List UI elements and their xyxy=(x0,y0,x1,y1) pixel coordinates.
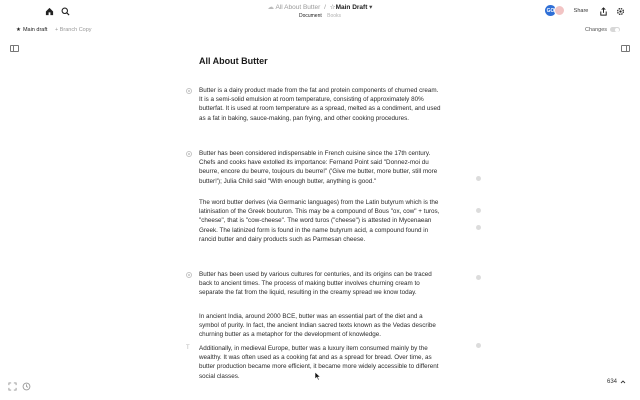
comment-marker-icon[interactable] xyxy=(476,176,481,181)
paragraph[interactable]: Butter is a dairy product made from the fat and protein components of churned cream. It is a semi-solid emulsion at room temperature, consisting of approximately 80% butterfat. It is used at room temperature as a spread, melted as a condiment, and used as a fat in baking, sauce-making, pan frying, and other cooking procedures. xyxy=(199,87,441,122)
paragraph[interactable]: In ancient India, around 2000 BCE, butter was an essential part of the diet and a symbol of purity. In fact, the ancient Indian sacred texts known as the Vedas describe churning butter as a metaphor for the development of knowledge. xyxy=(199,313,436,339)
paragraph[interactable]: Butter has been considered indispensable in French cuisine since the 17th century. Chefs and cooks have extolled its importance: Fernand Point said "Donnez-moi du beurre, encore du beurre, toujours du beurre!" ('Give me butter, more butter, still more butter!'); Julia Child said "With enough butter, anything is good." xyxy=(199,150,438,185)
history-icon[interactable] xyxy=(22,378,31,396)
star-icon[interactable]: ☆ xyxy=(329,4,336,11)
changes-control[interactable] xyxy=(585,25,620,34)
changes-label: Changes xyxy=(585,26,608,33)
right-sidebar-toggle-icon[interactable] xyxy=(621,45,630,52)
comment-marker-icon[interactable] xyxy=(476,225,481,230)
branch-copy-button[interactable]: + Branch Copy xyxy=(55,26,92,33)
branch-tab-main[interactable] xyxy=(16,25,47,34)
changes-toggle[interactable] xyxy=(610,27,620,32)
comment-marker-icon[interactable] xyxy=(476,343,481,348)
mouse-cursor-icon xyxy=(314,371,322,381)
view-switcher xyxy=(0,13,640,20)
block-handle-icon[interactable] xyxy=(186,272,192,278)
block-handle-icon[interactable] xyxy=(186,88,192,94)
comment-marker-icon[interactable] xyxy=(476,208,481,213)
branch-tab-label: Main draft xyxy=(22,26,48,33)
gear-icon[interactable] xyxy=(615,6,625,16)
star-filled-icon: ★ xyxy=(16,26,21,33)
left-sidebar-toggle-icon[interactable] xyxy=(10,45,19,52)
breadcrumb-separator: / xyxy=(324,4,326,11)
paragraph[interactable]: Additionally, in medieval Europe, butter was a luxury item consumed mainly by the wealthy. It was often used as a cooking fat and as a spread for bread. Over time, as butter production became more efficient, it became more widely accessible to different social classes. xyxy=(199,345,439,380)
paragraph[interactable]: Butter has been used by various cultures for centuries, and its origins can be traced back to ancient times. The process of making butter involves churning cream to separate the fat from the liquid, resulting in the creamy spread we know today. xyxy=(199,271,432,297)
block-handle-icon[interactable] xyxy=(186,151,192,157)
branch-bar xyxy=(0,24,640,36)
share-button[interactable]: Share xyxy=(573,8,589,14)
fullscreen-icon[interactable] xyxy=(8,378,17,396)
paragraph[interactable]: The word butter derives (via Germanic languages) from the Latin butyrum which is the latinisation of the Greek bouturon. This may be a compound of Bous "ox, cow" + turos, "cheese", that is "cow-cheese". The word turos ("cheese") is attested in Mycenaean Greek. The latinized form is found in the name butyrum acid, a compound found in rancid butter and dairy products such as Parmesan cheese. xyxy=(199,199,440,243)
doc-status-icon: ☁ xyxy=(267,4,275,11)
parent-doc-link[interactable]: All About Butter xyxy=(275,4,321,11)
word-count-value: 634 xyxy=(607,379,618,385)
chevron-down-icon[interactable]: ▾ xyxy=(367,4,373,11)
export-icon[interactable] xyxy=(598,6,608,16)
chevron-up-icon xyxy=(620,379,626,385)
document-title[interactable]: All About Butter xyxy=(199,56,268,66)
document-breadcrumb xyxy=(0,3,640,12)
word-count[interactable] xyxy=(607,379,626,385)
view-books-tab[interactable]: Books xyxy=(327,13,342,19)
top-bar xyxy=(0,0,640,24)
view-document-tab[interactable]: Document xyxy=(298,13,322,19)
comment-marker-icon[interactable] xyxy=(476,275,481,280)
text-format-icon[interactable]: T xyxy=(186,345,190,351)
collaborator-avatar[interactable] xyxy=(554,5,565,16)
draft-title-dropdown[interactable]: Main Draft xyxy=(335,4,368,11)
avatar[interactable]: GO xyxy=(545,5,556,16)
